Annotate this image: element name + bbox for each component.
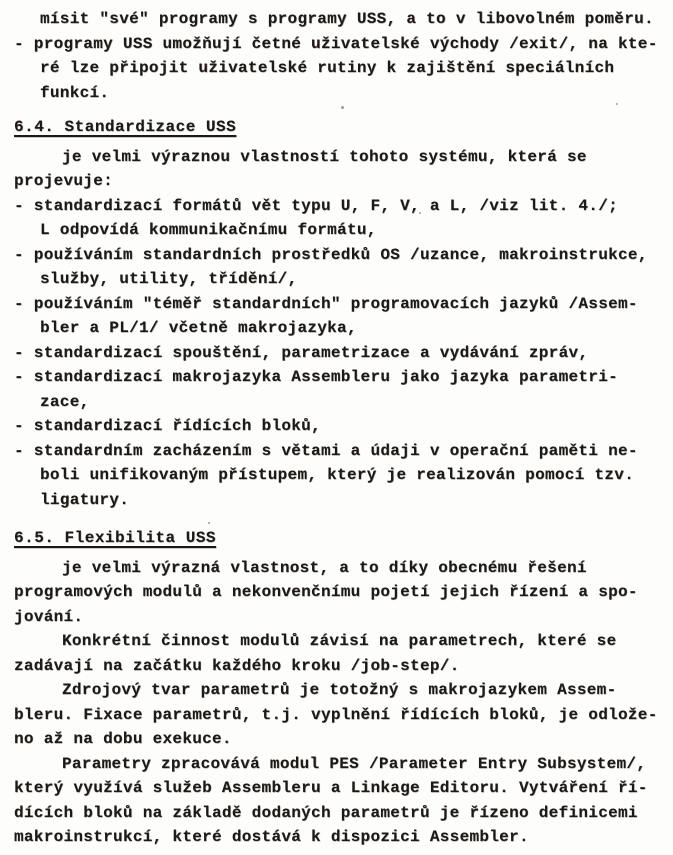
- text-line: služby, utility, třídění/,: [40, 270, 298, 288]
- text-line: je velmi výrazná vlastnost, a to díky obecnému řešení: [62, 558, 587, 577]
- intro-block: [14, 7, 661, 105]
- text-line: ligatury.: [40, 490, 130, 509]
- text-line: - standardizací řídících bloků,: [14, 417, 321, 435]
- text-line: - standardizací makrojazyka Assembleru jako jazyka parametri-: [14, 368, 618, 386]
- text-line: - programy USS umožňují četné uživatelské východy /exit/, na kte-: [14, 34, 658, 53]
- section-6-5-body: [14, 556, 661, 850]
- text-line: zace,: [40, 392, 90, 411]
- text-line: jování.: [14, 607, 84, 626]
- text-line: zadávají na začátku každého kroku /job-step/.: [14, 656, 460, 675]
- scan-speck: [208, 522, 210, 524]
- text-line: projevuje:: [14, 172, 114, 190]
- text-line: L odpovídá kommunikačnímu formátu,: [40, 221, 377, 239]
- scan-speck: [419, 212, 421, 214]
- text-line: bler a PL/1/ včetně makrojazyka,: [40, 319, 357, 337]
- text-line: - používáním "téměř standardních" programovacích jazyků /Assem-: [14, 294, 638, 313]
- text-line: který využívá služeb Assembleru a Linkage Editoru. Vytváření ří-: [14, 779, 648, 797]
- scan-speck: [510, 764, 512, 766]
- section-6-4-body: [14, 145, 661, 513]
- text-line: dících bloků na základě dodaných parametrů je řízeno definicemi: [14, 803, 638, 822]
- text-line: Parametry zpracovává modul PES /Parameter Entry Subsystem/,: [62, 754, 647, 773]
- text-line: - standardním zacházením s větami a údaji v operační paměti ne-: [14, 441, 638, 460]
- text-line: bleru. Fixace parametrů, t.j. vyplnění řídících bloků, je odlože-: [14, 705, 658, 724]
- text-line: no až na dobu exekuce.: [14, 730, 232, 748]
- text-line: boli unifikovaným přístupem, který je realizován pomocí tzv.: [40, 466, 635, 484]
- text-line: - používáním standardních prostředků OS /uzance, makroinstrukce,: [14, 245, 648, 264]
- text-line: - standardizací formátů vět typu U, F, V, a L, /viz lit. 4./;: [14, 196, 618, 215]
- text-line: makroinstrukcí, které dostává k dispozici Assembler.: [14, 828, 529, 846]
- text-line: - standardizací spouštění, parametrizace a vydávání zpráv,: [14, 343, 589, 362]
- text-line: ré lze připojit uživatelské rutiny k zajištění speciálních: [40, 59, 615, 77]
- text-line: funkcí.: [40, 83, 110, 102]
- text-line: Zdrojový tvar parametrů je totožný s makrojazykem Assem-: [62, 681, 617, 699]
- text-line: mísit "své" programy s programy USS, a to v libovolném poměru.: [40, 10, 654, 28]
- section-6-4-heading: 6.4. Standardizace USS: [14, 118, 237, 136]
- scan-speck: [616, 103, 618, 105]
- scan-speck: [341, 106, 344, 109]
- text-line: Konkrétní činnost modulů závisí na parametrech, které se: [62, 632, 617, 650]
- section-6-5-heading: 6.5. Flexibilita USS: [14, 529, 217, 547]
- text-line: programových modulů a nekonvenčnímu pojetí jejich řízení a spo-: [14, 583, 638, 601]
- text-line: je velmi výraznou vlastností tohoto systému, která se: [62, 147, 587, 166]
